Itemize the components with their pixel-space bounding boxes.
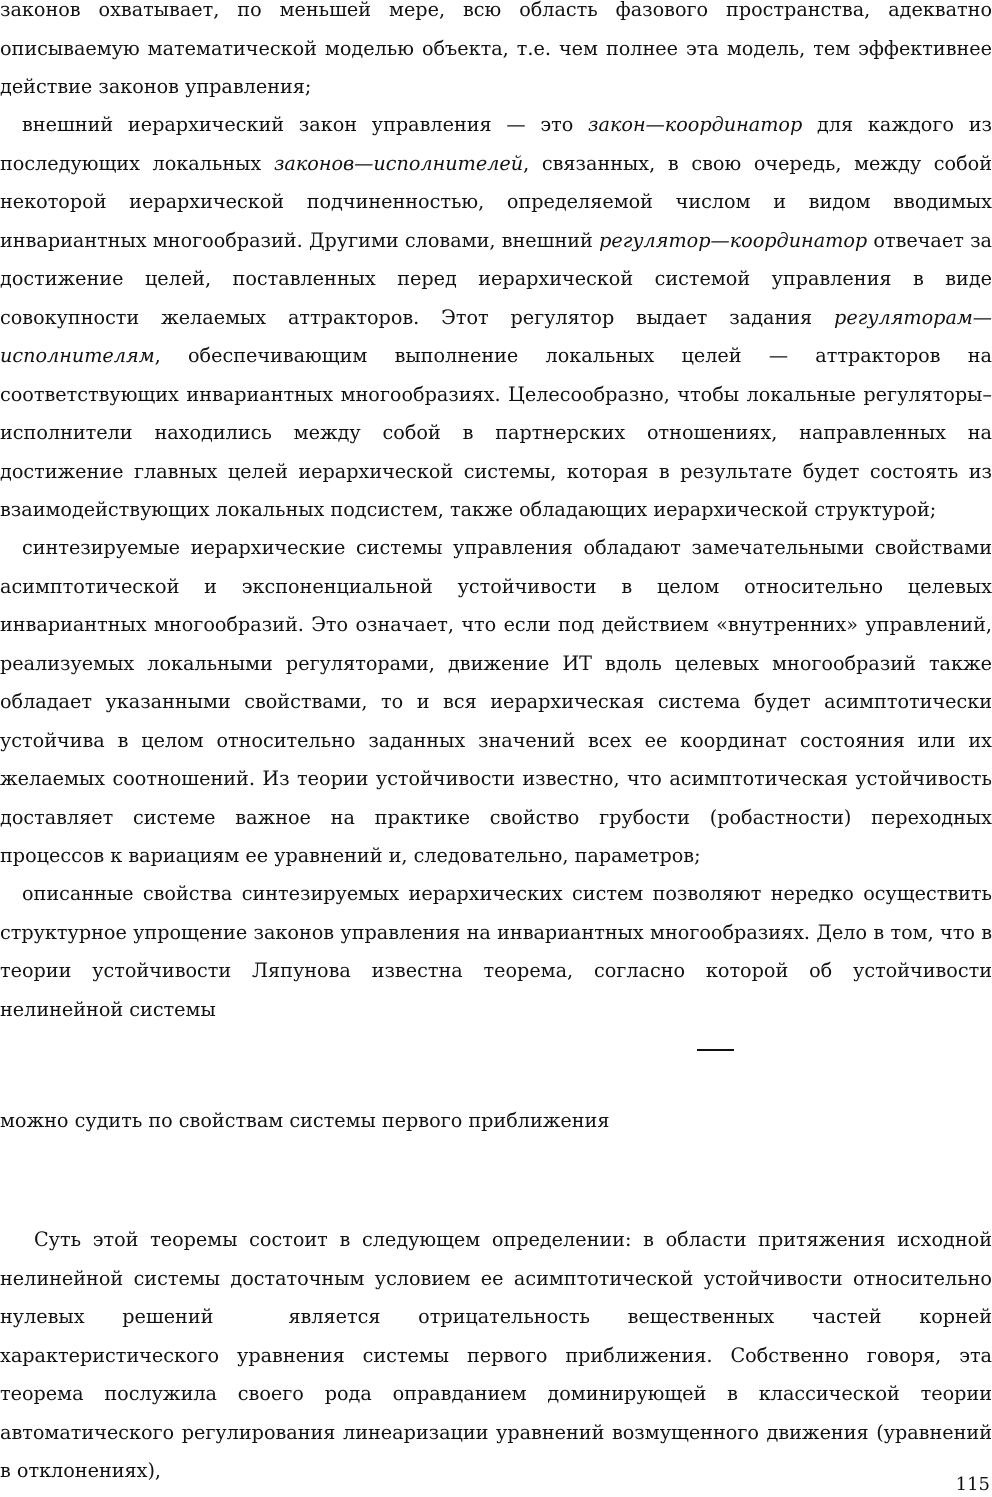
term-law-coordinator: закон—координатор xyxy=(588,113,803,136)
paragraph-text: , связанных, в свою очередь, между собой некоторой иерархической подчиненностью, определяемой числом и видом вводимых инвариантных многообразий. Другими словами, внешний xyxy=(0,151,992,252)
paragraph-text: внешний иерархический закон управления — это xyxy=(22,113,589,136)
term-regulator-coordinator: регулятор—координатор xyxy=(599,228,868,252)
paragraph-text: для каждого из последующих локальных xyxy=(0,113,992,175)
paragraph-theorem-essence xyxy=(0,1221,992,1491)
paragraph-structural-simplification: описанные свойства синтезируемых иерархических систем позволяют нередко осуществить структурное упрощение законов управления на инвариантных многообразиях. Дело в том, что в теории устойчивости Ляпунова известна теорема, согласно которой об устойчивости нелинейной системы xyxy=(0,882,992,1021)
paragraph-text: Суть этой теоремы состоит в следующем определении: в области притяжения исходной нелинейной системы достаточным условием ее асимптотической устойчивости относительно нулевых решений xyxy=(0,1228,992,1328)
term-regulators-executors: регуляторам—исполнителям xyxy=(0,305,992,367)
page-number: 115 xyxy=(955,1474,990,1495)
formula-overline xyxy=(697,1049,734,1051)
paragraph-text: отвечает за достижение целей, поставленных перед иерархической системой управления в виде совокупности желаемых аттракторов. Этот регулятор выдает задания xyxy=(0,228,992,329)
paragraph-first-approximation: можно судить по свойствам системы первого приближения xyxy=(0,1109,610,1132)
paragraph-external-hierarchical-law xyxy=(0,106,992,530)
paragraph-stability-properties: синтезируемые иерархические системы управления обладают замечательными свойствами асимптотической и экспоненциальной устойчивости в целом относительно целевых инвариантных многообразий. Это означает, что если под действием «внутренних» управлений, реализуемых локальными регуляторами, движение ИТ вдоль целевых многообразий также обладает указанными свойствами, то и вся иерархическая система будет асимптотически устойчива в целом относительно заданных значений всех ее координат состояния или их желаемых соотношений. Из теории устойчивости известно, что асимптотическая устойчивость доставляет системе важное на практике свойство грубости (робастности) переходных процессов к вариациям ее уравнений и, следовательно, параметров; xyxy=(0,536,992,867)
paragraph-control-laws-coverage: законов охватывает, по меньшей мере, всю область фазового пространства, адекватно описываемую математической моделью объекта, т.е. чем полнее эта модель, тем эффективнее действие законов управления; xyxy=(0,0,992,98)
paragraph-text: является отрицательность вещественных частей корней характеристического уравнения системы первого приближения. Собственно говоря, эта теорема послужила своего рода оправданием доминирующей в классической теории автоматического регулирования линеаризации уравнений возмущенного движения (уравнений в отклонениях), xyxy=(0,1305,992,1482)
paragraph-text: , обеспечивающим выполнение локальных целей — аттракторов на соответствующих инвариантных многообразиях. Целесообразно, чтобы локальные регуляторы–исполнители находились между собой в партнерских отношениях, направленных на достижение главных целей иерархической системы, которая в результате будет состоять из взаимодействующих локальных подсистем, также обладающих иерархической структурой; xyxy=(0,344,992,521)
term-laws-executors: законов—исполнителей xyxy=(273,151,524,175)
